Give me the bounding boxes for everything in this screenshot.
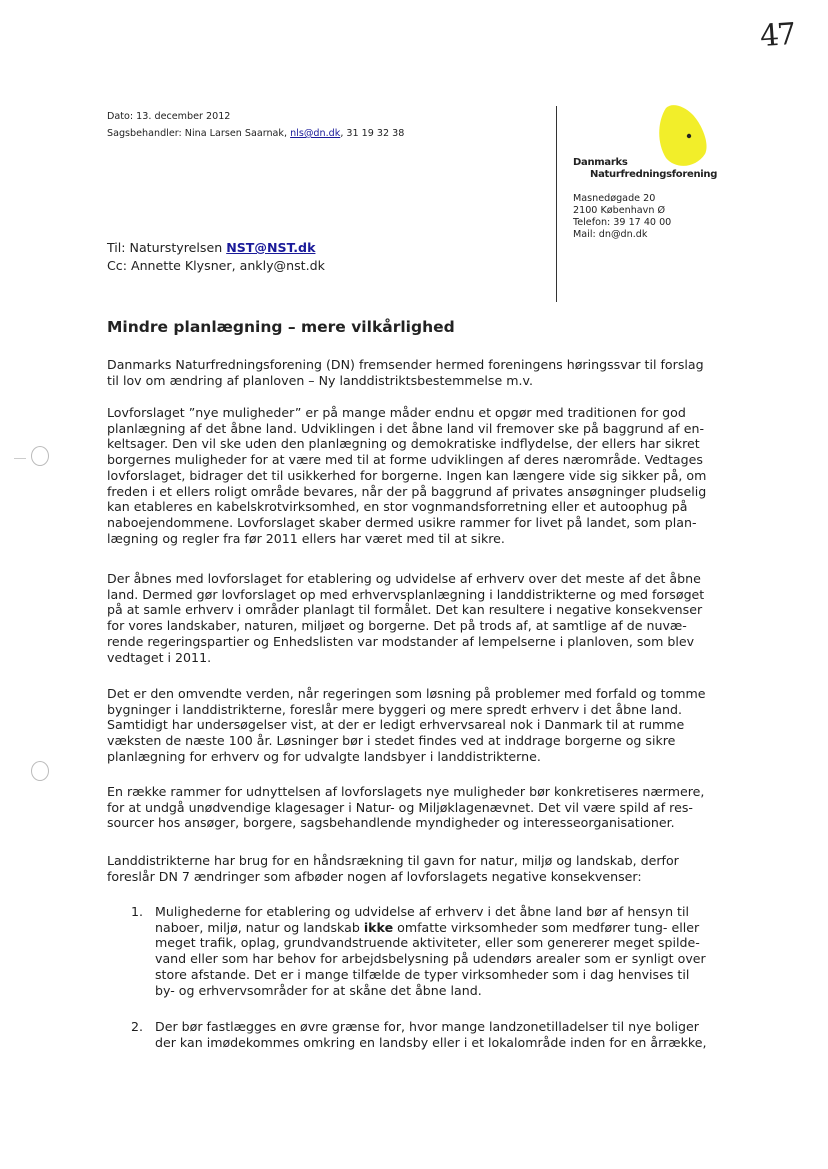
text-line: Landdistrikterne har brug for en håndsrækning til gavn for natur, miljø og landskab, derfor [107, 853, 679, 868]
text-line: planlægning af det åbne land. Udviklingen i det åbne land vil fremover ske på baggrund af en- [107, 420, 705, 436]
text-line: Danmarks Naturfredningsforening (DN) fremsender hermed foreningens høringssvar til forslag [107, 357, 704, 372]
text-line: keltsager. Den vil ske uden den planlægning og demokratiske indflydelse, der ellers har sikret [107, 436, 700, 452]
text-line: Samtidigt har undersøgelser vist, at der er ledigt erhvervsareal nok i Danmark til at rumme [107, 717, 685, 733]
caseworker-name: Sagsbehandler: Nina Larsen Saarnak, [107, 128, 291, 139]
text-line: borgernes muligheder for at være med til at forme udviklingen af deres nærområde. Vedtages [107, 452, 703, 468]
text-line: væksten de næste 100 år. Løsninger bør i stedet findes ved at inddrage borgerne og sikre [107, 733, 676, 749]
list-item-1 [155, 904, 725, 998]
paragraph-business [107, 571, 719, 665]
org-street: Masnedøgade 20 [573, 193, 656, 204]
text-line: lægning og regler fra før 2011 ellers har været med til at sikre. [107, 530, 505, 546]
text-line: Der åbnes med lovforslaget for etablering og udvidelse af erhverv over det meste af det åbne [107, 571, 701, 586]
text-line: vand eller som har behov for arbejdsbelysning på udendørs arealer som er synligt over [155, 951, 706, 967]
text-segment: naboer, miljø, natur og landskab [155, 919, 364, 935]
text-line: for at undgå unødvendige klagesager i Natur- og Miljøklagenævnet. Det vil være spild af res- [107, 799, 693, 815]
list-number: 2. [131, 1019, 144, 1034]
org-name-line1: Danmarks [573, 157, 628, 168]
punch-hole-mark [31, 446, 49, 466]
org-phone: Telefon: 39 17 40 00 [573, 217, 672, 228]
letter-date: Dato: 13. december 2012 [107, 111, 231, 122]
text-line: Der bør fastlægges en øvre grænse for, hvor mange landzonetilladelser til nye boliger [155, 1019, 699, 1034]
text-line: store afstande. Det er i mange tilfælde de typer virksomheder som i dag henvises til [155, 966, 690, 982]
paragraph-intro [107, 357, 719, 388]
text-line: En række rammer for udnyttelsen af lovforslagets nye muligheder bør konkretiseres nærmere, [107, 784, 705, 799]
text-line: by- og erhvervsområder for at skåne det åbne land. [155, 982, 482, 998]
recipient-cc: Cc: Annette Klysner, ankly@nst.dk [107, 258, 325, 273]
paragraph-new-possibilities [107, 405, 719, 546]
text-line: Mulighederne for etablering og udvidelse af erhverv i det åbne land bør af hensyn til [155, 904, 689, 919]
paragraph-frameworks [107, 784, 719, 831]
text-line: på at samle erhverv i områder planlagt til formålet. Det kan resultere i negative konsekvenser [107, 602, 703, 618]
scan-mark [14, 458, 26, 459]
list-number: 1. [131, 904, 144, 919]
text-line: land. Dermed gør lovforslaget op med erhvervsplanlægning i landdistrikterne og med forsøget [107, 586, 705, 602]
org-mail: Mail: dn@dn.dk [573, 229, 648, 240]
text-line: kan etableres en kabelskrotvirksomhed, en stor vognmandsforretning eller et autoophug på [107, 499, 688, 515]
dn-leaf-logo-icon [656, 102, 708, 168]
recipient-to [107, 240, 315, 255]
text-line: meget trafik, oplag, grundvandstruende aktiviteter, eller som genererer meget spilde- [155, 935, 700, 951]
text-line: planlægning for erhverv og for udvalgte landsbyer i landdistrikterne. [107, 748, 541, 764]
text-line: til lov om ændring af planloven – Ny landdistriktsbestemmelse m.v. [107, 372, 533, 388]
recipient-to-label: Til: Naturstyrelsen [107, 240, 227, 255]
text-segment: omfatte virksomheder som medfører tung- eller [393, 919, 700, 935]
caseworker-line [107, 128, 404, 139]
text-line: bygninger i landdistrikterne, foreslår mere byggeri og mere spredt erhverv i det åbne land. [107, 701, 682, 717]
text-line: naboejendommene. Lovforslaget skaber dermed usikre rammer for livet på landet, som plan- [107, 514, 697, 530]
recipient-email-link[interactable]: NST@NST.dk [226, 240, 316, 255]
org-postcode: 2100 København Ø [573, 205, 666, 216]
text-line: der kan imødekommes omkring en landsby eller i et lokalområde inden for en årrække, [155, 1034, 707, 1050]
text-line: for vores landskaber, naturen, miljøet og borgerne. Det på trods af, at samtlige af de nuvæ- [107, 618, 687, 634]
paragraph-proposals-intro [107, 853, 719, 884]
text-line: foreslår DN 7 ændringer som afbøder nogen af lovforslagets negative konsekvenser: [107, 868, 642, 884]
text-line: Lovforslaget ”nye muligheder” er på mange måder endnu et opgør med traditionen for god [107, 405, 686, 420]
text-line: Det er den omvendte verden, når regeringen som løsning på problemer med forfald og tomme [107, 686, 706, 701]
text-line: rende regeringspartier og Enhedslisten var modstander af lempelserne i planloven, som blev [107, 633, 695, 649]
emphasis-ikke: ikke [363, 919, 394, 935]
caseworker-phone: , 31 19 32 38 [340, 128, 405, 139]
list-item-2 [155, 1019, 725, 1050]
text-line: sourcer hos ansøger, borgere, sagsbehandlende myndigheder og interesseorganisationer. [107, 815, 675, 831]
org-name-line2: Naturfredningsforening [590, 169, 718, 180]
header-divider [556, 106, 557, 302]
caseworker-email-link[interactable]: nls@dn.dk [290, 128, 341, 139]
handwritten-page-number: 47 [758, 16, 796, 55]
letter-title: Mindre planlægning – mere vilkårlighed [107, 318, 455, 336]
text-line: freden i et ellers roligt område bevares, når der på baggrund af privates ansøgninger pludselig [107, 483, 707, 499]
text-line: lovforslaget, bidrager det til usikkerhed for borgerne. Ingen kan længere vide sig sikker på, om [107, 467, 707, 483]
paragraph-reverse-world [107, 686, 719, 765]
text-line [155, 920, 725, 936]
text-line: vedtaget i 2011. [107, 649, 212, 665]
punch-hole-mark [31, 761, 49, 781]
